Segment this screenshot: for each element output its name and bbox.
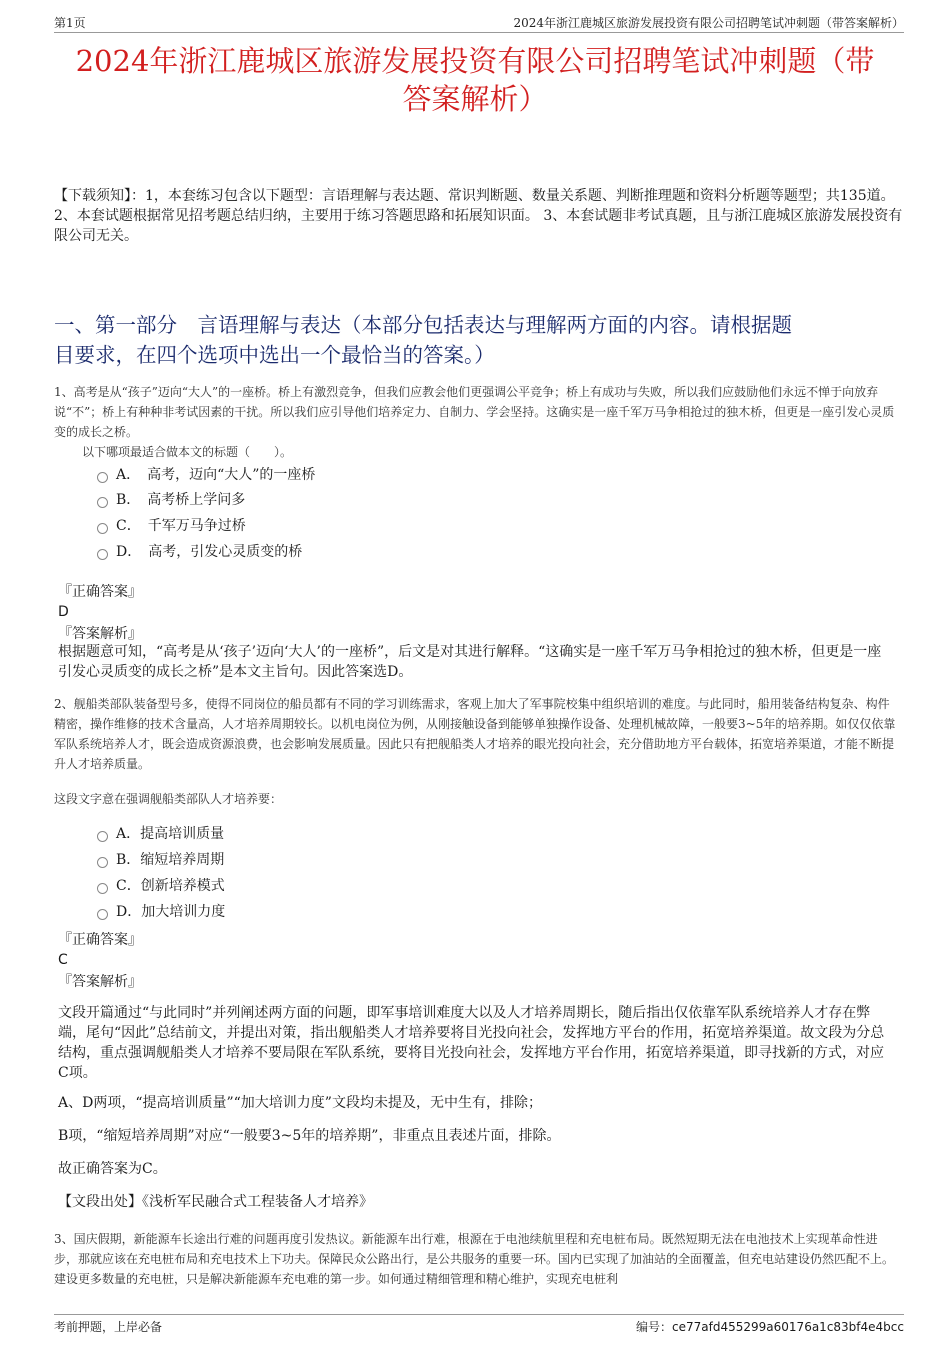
footer-slogan: 考前押题，上岸必备 [54,1320,163,1334]
title-line-1: 2024年浙江鹿城区旅游发展投资有限公司招聘笔试冲刺题（带 [75,44,875,78]
q2-answer: C [58,952,68,968]
radio-icon[interactable] [97,883,108,894]
q2-note-b: B项，“缩短培养周期”对应“一般要3~5年的培养期”，非重点且表述片面，排除。 [58,1128,561,1144]
page-header [54,12,904,33]
q2-stem: 2、舰船类部队装备型号多，使得不同岗位的船员都有不同的学习训练需求，客观上加大了军事院校集中组织培训的难度。与此同时，船用装备结构复杂、构件精密，操作维修的技术含量高，人才培养周期较长。以机电岗位为例，从刚接触设备到能够单独操作设备、处理机械故障，一般要3~5年的培养期。如仅仅依靠军队系统培养人才，既会造成资源浪费，也会影响发展质量。因此只有把舰船类人才培养的眼光投向社会，充分借助地方平台载体，拓宽培养渠道，才能不断提升人才培养质量。 [54,697,896,771]
q2-option-b-label: B．缩短培养周期 [116,852,225,868]
radio-icon[interactable] [97,549,108,560]
q1-answer: D [58,604,69,620]
document-title [40,42,910,118]
q1-option-c[interactable] [97,516,246,536]
radio-icon[interactable] [97,497,108,508]
q1-stem: 1、高考是从“孩子”迈向“大人”的一座桥。桥上有激烈竞争，但我们应教会他们更强调公平竞争；桥上有成功与失败，所以我们应鼓励他们永远不惮于向放弃说“不”；桥上有种种非考试因素的干扰。所以我们应引导他们培养定力、自制力、学会坚持。这确实是一座千军万马争相抢过的独木桥，但更是一座引发心灵质变的成长之桥。 [54,385,895,439]
page-number: 第1页 [54,16,86,30]
q2-analysis: 文段开篇通过“与此同时”并列阐述两方面的问题，即军事培训难度大以及人才培养周期长，随后指出仅依靠军队系统培养人才存在弊端，尾句“因此”总结前文，并提出对策，指出舰船类人才培养要将目光投向社会，发挥地方平台的作用，拓宽培养渠道。故文段为分总结构，重点强调舰船类人才培养不要局限在军队系统，要将目光投向社会，发挥地方平台作用，拓宽培养渠道，即寻找新的方式，对应C项。 [58,1005,885,1081]
q2-answer-label: 『正确答案』 [58,932,142,948]
radio-icon[interactable] [97,909,108,920]
q2-option-d[interactable] [97,902,225,922]
q1-option-b[interactable] [97,490,245,510]
q1-answer-label: 『正确答案』 [58,584,142,600]
header-doc-title: 2024年浙江鹿城区旅游发展投资有限公司招聘笔试冲刺题（带答案解析） [513,16,904,30]
q1-analysis-label: 『答案解析』 [58,626,142,642]
footer-code-value: ce77afd455299a60176a1c83bf4e4bcc [672,1320,904,1334]
footer-code [636,1318,904,1335]
q2-option-a[interactable] [97,824,224,844]
q2-source: 【文段出处】《浅析军民融合式工程装备人才培养》 [58,1194,373,1210]
q2-conclusion: 故正确答案为C。 [58,1161,167,1177]
q2-option-a-label: A．提高培训质量 [116,826,225,842]
q2-option-b[interactable] [97,850,224,870]
q1-question: 以下哪项最适合做本文的标题（ ）。 [82,445,293,459]
section-heading-line-2: 目要求，在四个选项中选出一个最恰当的答案。） [54,343,495,367]
page-footer [54,1314,904,1339]
radio-icon[interactable] [97,831,108,842]
section-heading-line-1: 一、第一部分 言语理解与表达（本部分包括表达与理解两方面的内容。请根据题 [54,313,792,337]
section-heading [54,310,904,370]
footer-code-label: 编号： [636,1320,673,1334]
q1-option-a-label: A． 高考，迈向“大人”的一座桥 [116,467,316,483]
title-line-2: 答案解析） [402,82,548,116]
q2-option-c[interactable] [97,876,225,896]
radio-icon[interactable] [97,857,108,868]
q2-note-ad: A、D两项，“提高培训质量”“加大培训力度”文段均未提及，无中生有，排除； [58,1095,542,1111]
q1-option-c-label: C． 千军万马争过桥 [116,518,246,534]
q2-analysis-label: 『答案解析』 [58,974,142,990]
q1-option-d[interactable] [97,542,302,562]
download-notice: 【下载须知】：1，本套练习包含以下题型：言语理解与表达题、常识判断题、数量关系题、判断推理题和资料分析题等题型；共135道。 2、本套试题根据常见招考题总结归纳，主要用于练习答题思路和拓展知识面。 3、本套试题非考试真题，且与浙江鹿城区旅游发展投资有限公司无关。 [54,188,903,244]
q1-option-d-label: D． 高考，引发心灵质变的桥 [116,544,303,560]
q2-question: 这段文字意在强调舰船类部队人才培养要： [54,792,283,806]
radio-icon[interactable] [97,523,108,534]
q1-option-a[interactable] [97,465,315,485]
q1-option-b-label: B． 高考桥上学问多 [116,492,246,508]
q3-stem: 3、国庆假期，新能源车长途出行难的问题再度引发热议。新能源车出行难，根源在于电池续航里程和充电桩布局。既然短期无法在电池技术上实现革命性进步，那就应该在充电桩布局和充电技术上下功夫。保障民众公路出行，是公共服务的重要一环。国内已实现了加油站的全面覆盖，但充电站建设仍然匹配不上。建设更多数量的充电桩，只是解决新能源车充电难的第一步。如何通过精细管理和精心维护，实现充电桩利 [54,1232,895,1286]
radio-icon[interactable] [97,472,108,483]
q1-analysis: 根据题意可知，“高考是从‘孩子’迈向‘大人’的一座桥”，后文是对其进行解释。“这确实是一座千军万马争相抢过的独木桥，但更是一座引发心灵质变的成长之桥”是本文主旨句。因此答案选D。 [58,644,882,680]
q2-option-d-label: D．加大培训力度 [116,904,226,920]
q2-option-c-label: C．创新培养模式 [116,878,225,894]
